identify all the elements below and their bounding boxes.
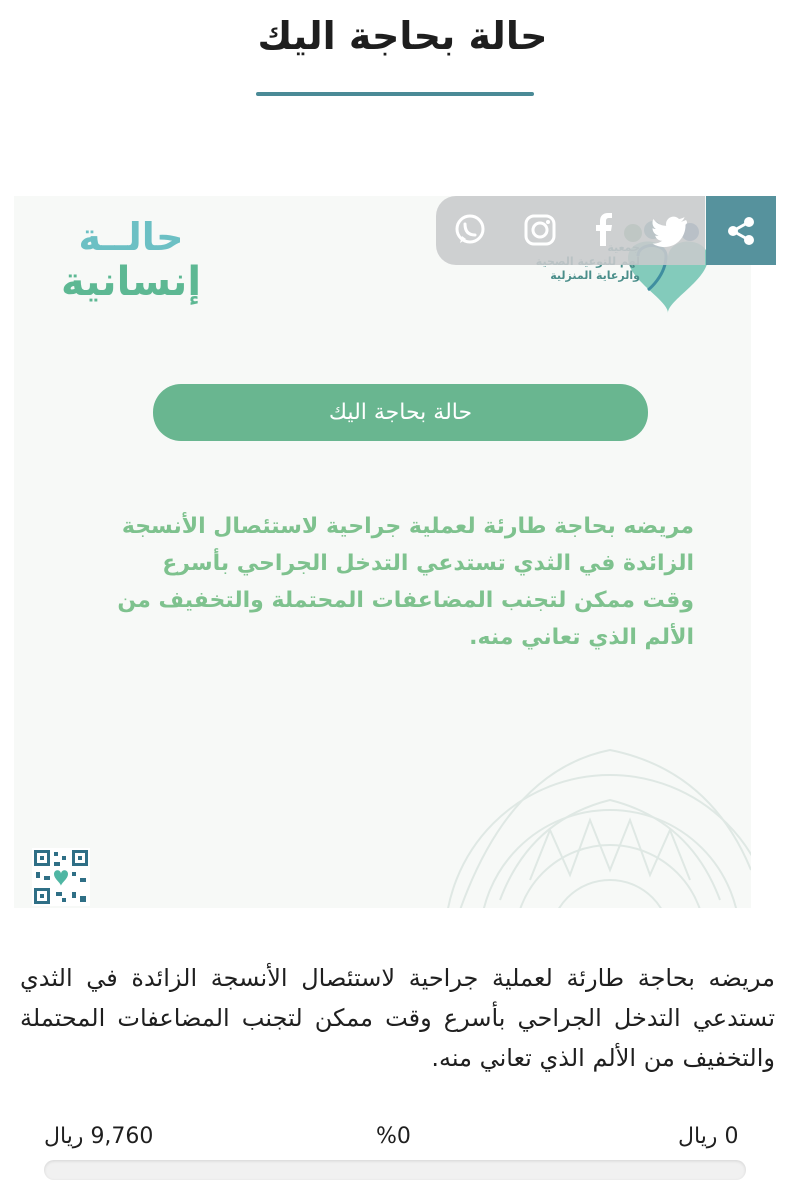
page-title: حالة بحاجة اليك	[257, 14, 548, 58]
share-icon	[724, 214, 758, 248]
twitter-icon[interactable]	[652, 212, 688, 248]
donation-percent: %0	[376, 1124, 411, 1149]
case-pill: حالة بحاجة اليك	[153, 384, 648, 441]
card-text: مريضه بحاجة طارئة لعملية جراحية لاستئصال الأنسجة الزائدة في الثدي تستدعي التدخل الجراحي بأسرع وقت ممكن لتجنب المضاعفات المحتملة والتخفيف من الألم الذي تعاني منه.	[117, 514, 694, 650]
mandala-decoration	[380, 700, 751, 908]
org-name-line3: والرعاية المنزلية	[550, 269, 640, 282]
donation-progress-bar	[44, 1160, 746, 1180]
case-label-line1: حالــة	[78, 215, 184, 259]
target-amount: 9,760 ريال	[44, 1124, 154, 1149]
share-button[interactable]	[706, 196, 776, 265]
collected-amount: 0 ريال	[678, 1124, 739, 1149]
qr-code	[32, 848, 90, 906]
case-label-line2: إنسانية	[60, 259, 202, 305]
case-description: مريضه بحاجة طارئة لعملية جراحية لاستئصال الأنسجة الزائدة في الثدي تستدعي التدخل الجراحي بأسرع وقت ممكن لتجنب المضاعفات المحتملة والتخفيف من الألم الذي تعاني منه.	[20, 964, 775, 1072]
instagram-icon[interactable]	[522, 212, 558, 248]
whatsapp-icon[interactable]	[452, 212, 488, 248]
title-underline	[256, 92, 534, 96]
facebook-icon[interactable]	[586, 212, 622, 248]
case-image	[14, 196, 751, 908]
